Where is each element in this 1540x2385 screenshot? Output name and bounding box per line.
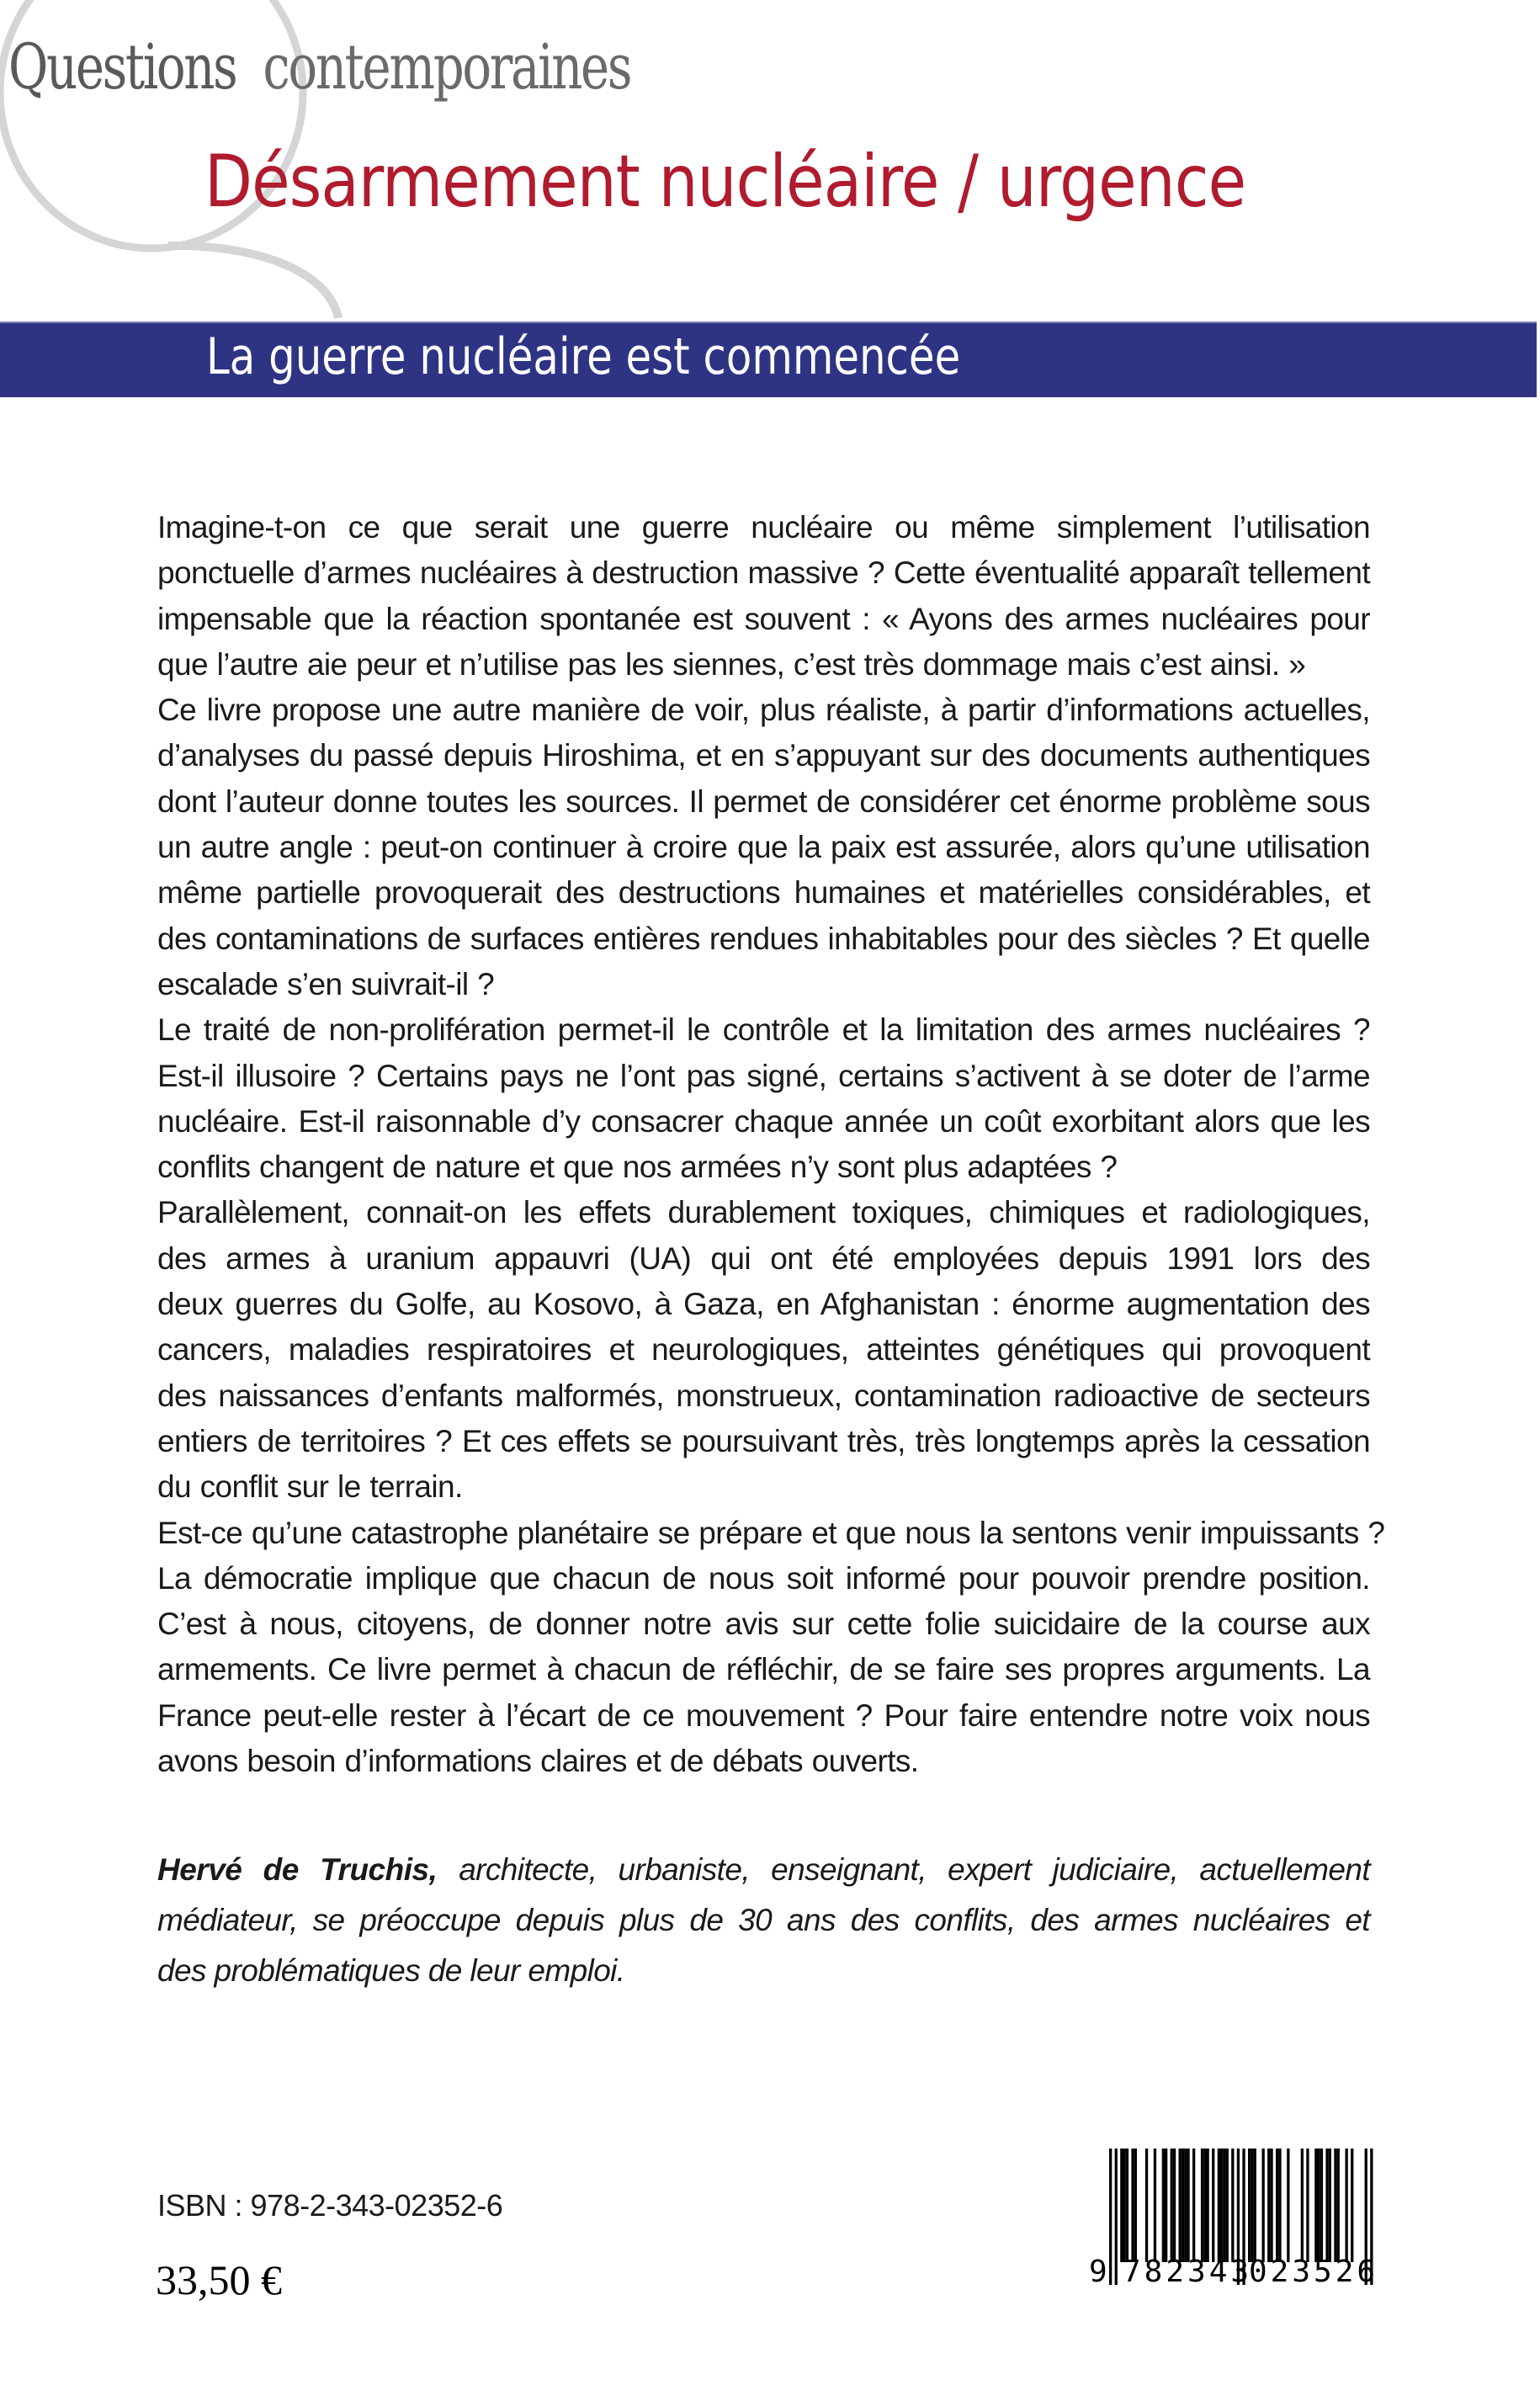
blurb-line-text: La démocratie implique que chacun de nous soit informé pour pouvoir prendre position. — [157, 1560, 1370, 1596]
blurb-line-text: Ce livre propose une autre manière de voir, plus réaliste, à partir d’informations actuelles, — [157, 693, 1370, 728]
blurb-line-text: conflits changent de nature et que nos armées n’y sont plus adaptées ? — [157, 1150, 1118, 1185]
blurb-line-text: entiers de territoires ? Et ces effets se poursuivant très, très longtemps après la cessation — [157, 1423, 1370, 1458]
blurb-line — [157, 962, 1370, 1007]
blurb-line — [157, 825, 1370, 870]
blurb-line-text: dont l’auteur donne toutes les sources. Il permet de considérer cet énorme problème sous — [157, 783, 1370, 819]
author-bio — [157, 1845, 1370, 1996]
blurb-line-text: ponctuelle d’armes nucléaires à destruction massive ? Cette éventualité apparaît tellement — [157, 555, 1370, 591]
barcode-digits-left: 782343 — [1123, 2255, 1253, 2289]
book-title: Désarmement nucléaire / urgence — [204, 140, 1246, 224]
bio-text: des problématiques de leur emploi. — [157, 1953, 625, 1988]
blurb-line — [157, 1099, 1370, 1145]
blurb-line-text: des contaminations de surfaces entières rendues inhabitables pour des siècles ? Et quelle — [157, 921, 1370, 956]
price-label: 33,50 € — [156, 2256, 282, 2303]
blurb-line-text: France peut-elle rester à l’écart de ce mouvement ? Pour faire entendre notre voix nous — [157, 1697, 1370, 1733]
blurb-line-text: Est-il illusoire ? Certains pays ne l’ont pas signé, certains s’activent à se doter de l’arme — [157, 1058, 1370, 1093]
blurb-line — [157, 870, 1370, 916]
blurb-line-text: Imagine-t-on ce que serait une guerre nucléaire ou même simplement l’utilisation — [157, 510, 1370, 544]
blurb-line — [157, 1556, 1370, 1602]
bio-line — [157, 1946, 1370, 1996]
blurb — [157, 505, 1385, 1784]
blurb-line-text: Le traité de non-prolifération permet-il le contrôle et la limitation des armes nucléaires ? — [157, 1012, 1370, 1048]
isbn-label: ISBN : 978-2-343-02352-6 — [157, 2188, 503, 2223]
series-word-contemporaines: contemporaines — [263, 31, 631, 104]
blurb-line — [157, 1739, 1370, 1784]
blurb-line-text: deux guerres du Golfe, au Kosovo, à Gaza, en Afghanistan : énorme augmentation des — [157, 1287, 1370, 1322]
bio-line — [157, 1845, 1370, 1895]
book-subtitle: La guerre nucléaire est commencée — [206, 327, 961, 386]
blurb-line — [157, 1373, 1370, 1419]
blurb-line — [157, 1647, 1370, 1692]
barcode-digits-right: 023526 — [1249, 2255, 1379, 2289]
bio-line — [157, 1895, 1370, 1946]
blurb-line — [157, 1007, 1370, 1053]
blurb-line — [157, 1464, 1370, 1510]
blurb-line — [157, 550, 1370, 596]
blurb-line-text: armements. Ce livre permet à chacun de réfléchir, de se faire ses propres arguments. La — [157, 1652, 1370, 1687]
blurb-line-text: Est-ce qu’une catastrophe planétaire se prépare et que nous la sentons venir impuissants ? — [157, 1515, 1385, 1550]
blurb-line-text: du conflit sur le terrain. — [157, 1469, 463, 1505]
blurb-line — [157, 1327, 1370, 1373]
blurb-line — [157, 733, 1370, 778]
blurb-line — [157, 779, 1370, 825]
blurb-line-text: C’est à nous, citoyens, de donner notre avis sur cette folie suicidaire de la course aux — [157, 1607, 1370, 1642]
blurb-line — [157, 688, 1370, 733]
blurb-line-text: nucléaire. Est-il raisonnable d’y consacrer chaque année un coût exorbitant alors que les — [157, 1103, 1370, 1139]
blurb-line — [157, 1054, 1370, 1099]
blurb-line-text: que l’autre aie peur et n’utilise pas les siennes, c’est très dommage mais c’est ainsi. » — [157, 646, 1306, 682]
blurb-line — [157, 1145, 1370, 1190]
blurb-line-text: impensable que la réaction spontanée est souvent : « Ayons des armes nucléaires pour — [157, 601, 1370, 636]
author-name: Hervé de Truchis, — [157, 1852, 438, 1887]
blurb-line — [157, 597, 1370, 642]
blurb-line — [157, 1511, 1385, 1556]
blurb-line-text: un autre angle : peut-on continuer à croire que la paix est assurée, alors qu’une utilisation — [157, 830, 1370, 865]
series-title — [8, 31, 631, 104]
blurb-line-text: avons besoin d’informations claires et de débats ouverts. — [157, 1744, 919, 1779]
blurb-line-text: des armes à uranium appauvri (UA) qui ont été employées depuis 1991 lors des — [157, 1240, 1370, 1276]
blurb-line-text: Parallèlement, connait-on les effets durablement toxiques, chimiques et radiologiques, — [157, 1195, 1370, 1230]
blurb-line — [157, 642, 1370, 688]
blurb-line-text: escalade s’en suivrait-il ? — [157, 966, 495, 1001]
blurb-line — [157, 1693, 1370, 1739]
blurb-line — [157, 916, 1370, 962]
blurb-line-text: des naissances d’enfants malformés, monstrueux, contamination radioactive de secteurs — [157, 1378, 1370, 1413]
subtitle-band — [0, 321, 1537, 397]
blurb-line — [157, 505, 1370, 550]
blurb-line-text: cancers, maladies respiratoires et neurologiques, atteintes génétiques qui provoquent — [157, 1332, 1370, 1368]
bio-text: architecte, urbaniste, enseignant, expert judiciaire, actuellement — [459, 1852, 1371, 1887]
blurb-line-text: même partielle provoquerait des destructions humaines et matérielles considérables, et — [157, 875, 1370, 911]
series-word-questions: Questions — [8, 31, 236, 104]
blurb-line-text: d’analyses du passé depuis Hiroshima, et en s’appuyant sur des documents authentiques — [157, 738, 1370, 773]
bio-text: médiateur, se préoccupe depuis plus de 30 ans des conflits, des armes nucléaires et — [157, 1903, 1370, 1937]
blurb-line — [157, 1602, 1370, 1647]
blurb-line — [157, 1419, 1370, 1464]
blurb-line — [157, 1236, 1370, 1282]
blurb-line — [157, 1282, 1370, 1327]
blurb-line — [157, 1190, 1370, 1235]
barcode-digit-first: 9 — [1089, 2255, 1107, 2289]
